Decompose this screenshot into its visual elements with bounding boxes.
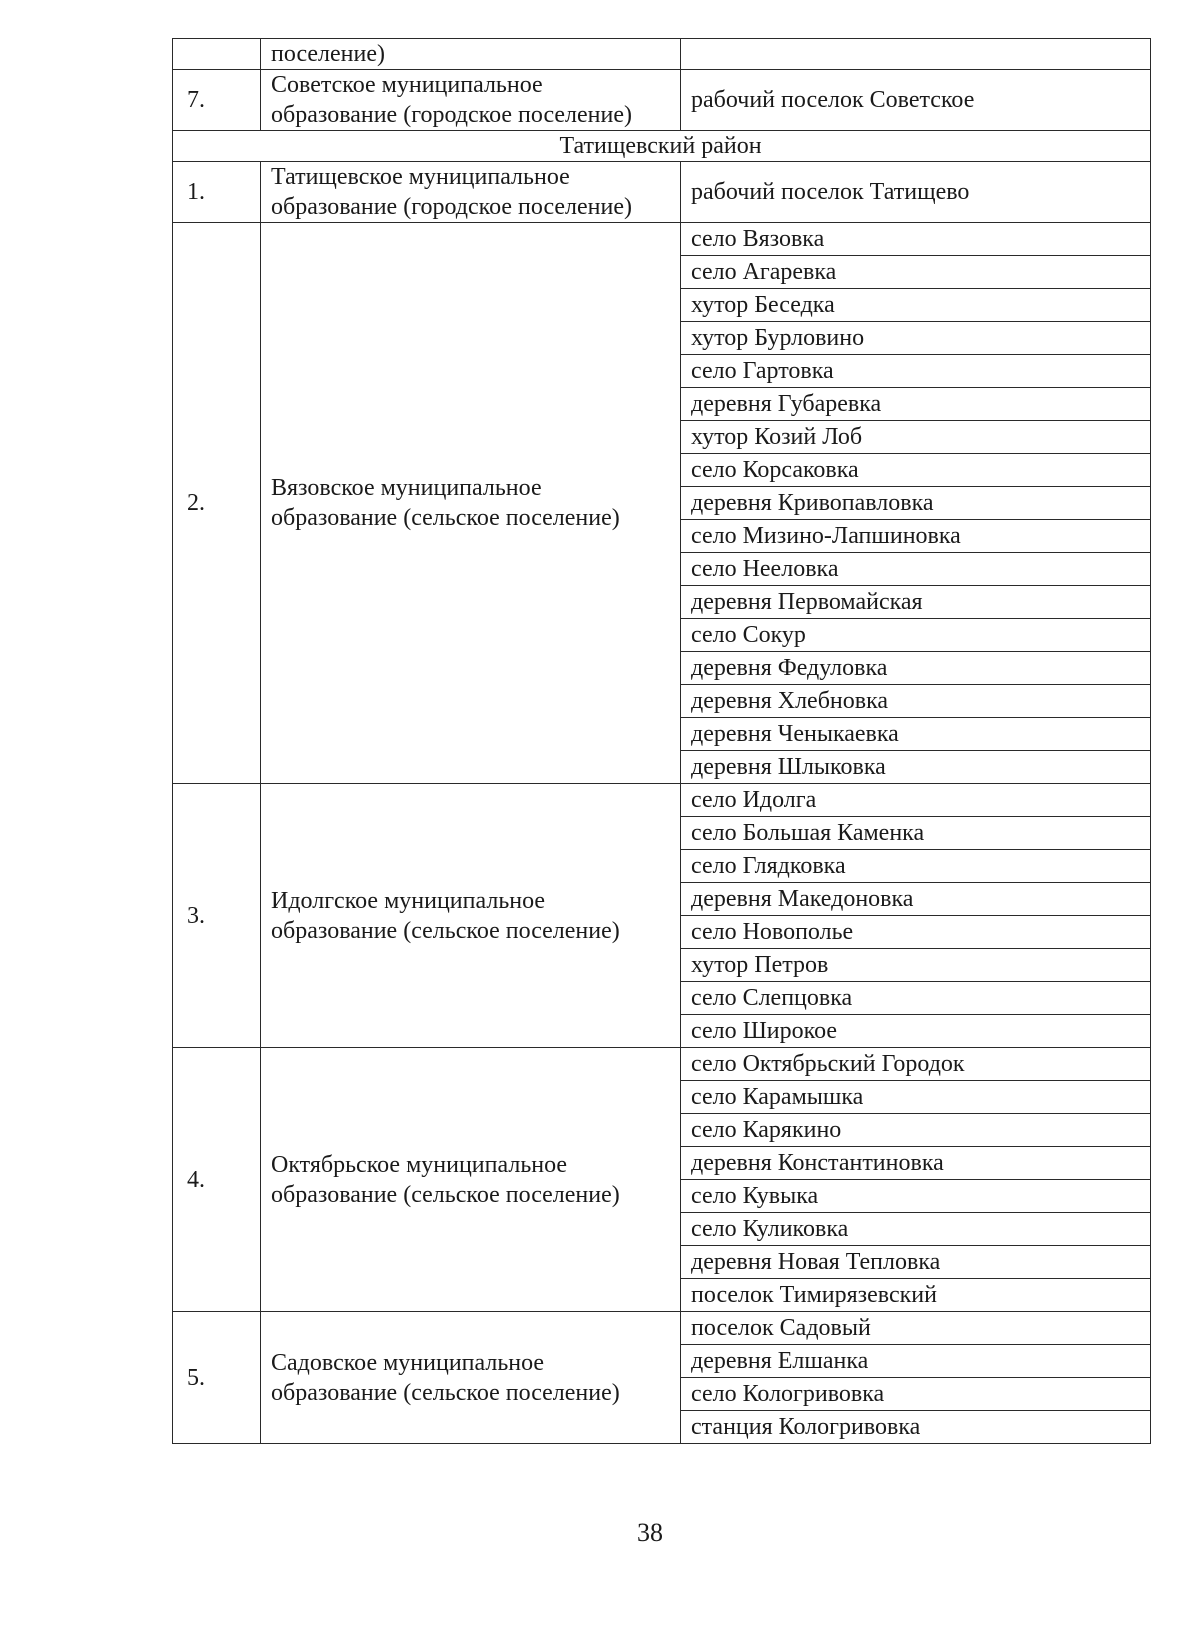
settlement-name: хутор Беседка	[681, 289, 1151, 322]
settlement-name: деревня Ченыкаевка	[681, 718, 1151, 751]
settlement-name: деревня Хлебновка	[681, 685, 1151, 718]
settlement-name: село Корсаковка	[681, 454, 1151, 487]
municipality-name: Октябрьское муниципальное образование (сельское поселение)	[261, 1048, 681, 1312]
municipality-name: Садовское муниципальное образование (сельское поселение)	[261, 1312, 681, 1444]
settlement-name: село Глядковка	[681, 850, 1151, 883]
row-number: 7.	[173, 70, 261, 131]
district-title: Татищевский район	[173, 131, 1151, 162]
settlement-name: село Куликовка	[681, 1213, 1151, 1246]
settlement-name: хутор Бурловино	[681, 322, 1151, 355]
settlement-name: село Слепцовка	[681, 982, 1151, 1015]
page-number: 38	[637, 1518, 663, 1547]
settlement-name: поселок Тимирязевский	[681, 1279, 1151, 1312]
settlement-name: деревня Федуловка	[681, 652, 1151, 685]
settlement-name: село Кологривовка	[681, 1378, 1151, 1411]
row-number: 5.	[173, 1312, 261, 1444]
settlement-name: село Нееловка	[681, 553, 1151, 586]
table-row	[173, 784, 1151, 817]
settlement-name: село Гартовка	[681, 355, 1151, 388]
municipality-name: Вязовское муниципальное образование (сельское поселение)	[261, 223, 681, 784]
settlement-name: поселок Садовый	[681, 1312, 1151, 1345]
settlement-name: деревня Македоновка	[681, 883, 1151, 916]
settlement-name: деревня Новая Тепловка	[681, 1246, 1151, 1279]
settlement-name: деревня Кривопавловка	[681, 487, 1151, 520]
district-header-row	[173, 131, 1151, 162]
settlement-name: село Новополье	[681, 916, 1151, 949]
table-row	[173, 1312, 1151, 1345]
table-row	[173, 223, 1151, 256]
table-row	[173, 162, 1151, 223]
settlement-name: село Сокур	[681, 619, 1151, 652]
settlement-name: станция Кологривовка	[681, 1411, 1151, 1444]
settlement-name: село Большая Каменка	[681, 817, 1151, 850]
administrative-center: рабочий поселок Татищево	[681, 162, 1151, 223]
row-number: 1.	[173, 162, 261, 223]
settlement-name: хутор Петров	[681, 949, 1151, 982]
settlement-name: село Идолга	[681, 784, 1151, 817]
table-row	[173, 70, 1151, 131]
settlement-name: село Широкое	[681, 1015, 1151, 1048]
settlement-name: село Карамышка	[681, 1081, 1151, 1114]
administrative-center	[681, 39, 1151, 70]
settlements-table	[172, 38, 1151, 1444]
settlement-name: село Кувыка	[681, 1180, 1151, 1213]
settlement-name: деревня Елшанка	[681, 1345, 1151, 1378]
row-number: 2.	[173, 223, 261, 784]
municipality-name: Татищевское муниципальное образование (городское поселение)	[261, 162, 681, 223]
settlement-name: село Вязовка	[681, 223, 1151, 256]
municipality-name: Идолгское муниципальное образование (сельское поселение)	[261, 784, 681, 1048]
municipality-name: поселение)	[261, 39, 681, 70]
settlement-name: деревня Губаревка	[681, 388, 1151, 421]
settlement-name: деревня Шлыковка	[681, 751, 1151, 784]
administrative-center: рабочий поселок Советское	[681, 70, 1151, 131]
municipality-name: Советское муниципальное образование (городское поселение)	[261, 70, 681, 131]
table-row	[173, 39, 1151, 70]
table-row	[173, 1048, 1151, 1081]
table-body	[173, 39, 1151, 1444]
settlement-name: село Октябрьский Городок	[681, 1048, 1151, 1081]
settlement-name: село Агаревка	[681, 256, 1151, 289]
settlement-name: хутор Козий Лоб	[681, 421, 1151, 454]
settlement-name: деревня Константиновка	[681, 1147, 1151, 1180]
row-number: 3.	[173, 784, 261, 1048]
row-number	[173, 39, 261, 70]
settlement-name: село Мизино-Лапшиновка	[681, 520, 1151, 553]
row-number: 4.	[173, 1048, 261, 1312]
settlement-name: деревня Первомайская	[681, 586, 1151, 619]
settlement-name: село Карякино	[681, 1114, 1151, 1147]
